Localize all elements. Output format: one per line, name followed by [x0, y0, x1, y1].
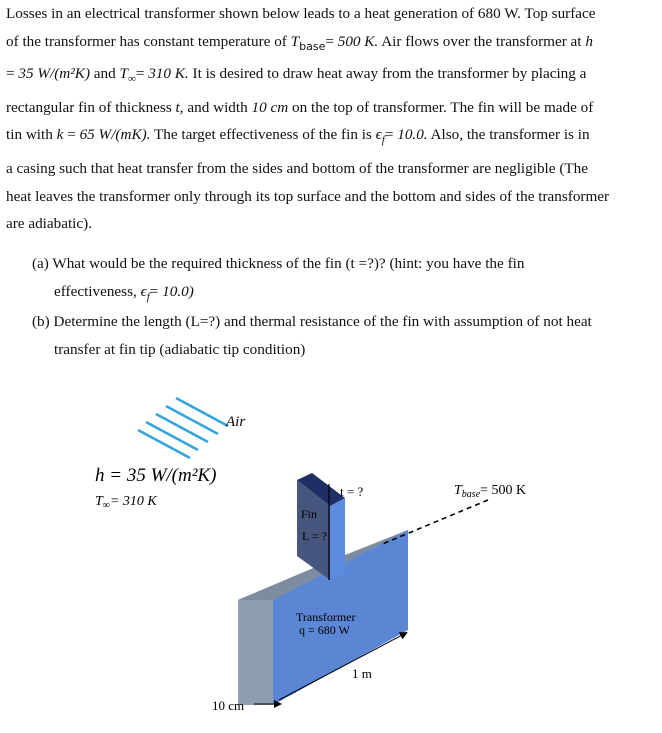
text: Also, the transformer is in — [427, 126, 590, 144]
h-label: h = 35 W/(m²K) — [95, 465, 217, 486]
tinf-value: = 310 K — [109, 494, 157, 509]
value-eff: 10.0) — [162, 283, 194, 300]
text: of the transformer has constant temperature of — [6, 32, 291, 50]
text: heat leaves the transformer only through its top surface and the bottom and sides of the transformer — [6, 187, 610, 205]
text: The target effectiveness of the fin is — [150, 126, 376, 144]
text: = — [135, 65, 149, 83]
text: Losses in an electrical transformer shown below leads to a heat generation of 680 W. Top surface — [6, 5, 596, 22]
tbase-pointer — [380, 500, 488, 545]
text: on the top of transformer. The fin will be made of — [288, 98, 594, 116]
tinf-sub: ∞ — [102, 500, 110, 511]
text: a casing such that heat transfer from the sides and bottom of the transformer are negligible (The — [6, 160, 588, 178]
text: = — [384, 126, 398, 144]
tinf-label — [95, 494, 157, 511]
sub-f: f — [146, 291, 150, 304]
fin-label: Fin — [301, 507, 318, 521]
fin-thickness-label: t = ? — [340, 484, 364, 499]
air-line — [166, 406, 218, 434]
length-label: 1 m — [352, 666, 372, 681]
text: and — [90, 65, 120, 83]
text: = — [63, 126, 80, 144]
var-eff: ϵ — [375, 126, 382, 144]
value-h: 35 W/(m²K) — [18, 65, 90, 83]
var-k: k — [56, 126, 64, 144]
text: are adiabatic). — [6, 215, 93, 233]
tbase-sub: base — [461, 489, 481, 500]
value-width: 10 cm — [251, 98, 289, 116]
var-eff: ϵ — [140, 283, 147, 300]
transformer-label: Transformer — [296, 610, 356, 624]
text: It is desired to draw heat away from the transformer by placing a — [188, 65, 587, 83]
text: tin with — [6, 126, 57, 144]
fin-front — [330, 498, 345, 580]
air-line — [176, 398, 228, 426]
text: rectangular fin of thickness — [6, 98, 176, 116]
text: = — [325, 32, 338, 50]
width-label: 10 cm — [212, 698, 245, 713]
var-t: T — [290, 32, 300, 50]
var-h: h — [585, 32, 593, 50]
fin-length-label: L = ? — [302, 529, 327, 543]
air-label: Air — [226, 414, 246, 430]
heat-load-label: q = 680 W — [299, 623, 350, 637]
sub-f: f — [381, 134, 385, 147]
value-tbase: 500 K. — [337, 32, 379, 50]
var-tinf: T — [119, 65, 128, 83]
air-line — [146, 422, 198, 450]
text: Air flows over the transformer at — [378, 32, 586, 50]
question-b-line-1: (b) Determine the length (L=?) and thermal resistance of the fin with assumption of not heat — [32, 313, 592, 330]
air-line — [138, 430, 190, 458]
tinf-sym: T — [95, 494, 103, 509]
value-eff: 10.0. — [397, 126, 428, 144]
tbase-label — [454, 483, 526, 500]
question-b-line-2: transfer at fin tip (adiabatic tip condition) — [54, 341, 306, 358]
sub-inf: ∞ — [127, 73, 136, 86]
text: = — [149, 283, 163, 300]
tbase-sym: T — [454, 483, 462, 498]
var-t-thickness: t — [175, 98, 180, 116]
text: , and width — [179, 98, 252, 116]
text: = — [6, 65, 19, 83]
text: effectiveness, — [54, 283, 141, 300]
value-k: 65 W/(mK). — [79, 126, 151, 144]
air-line — [156, 414, 208, 442]
air-flow-lines — [138, 398, 228, 458]
tbase-value: = 500 K — [480, 483, 527, 498]
question-a-line-1: (a) What would be the required thickness of the fin (t =?)? (hint: you have the fin — [32, 255, 525, 272]
sub-base: base — [299, 39, 326, 53]
value-tinf: 310 K. — [148, 65, 189, 83]
